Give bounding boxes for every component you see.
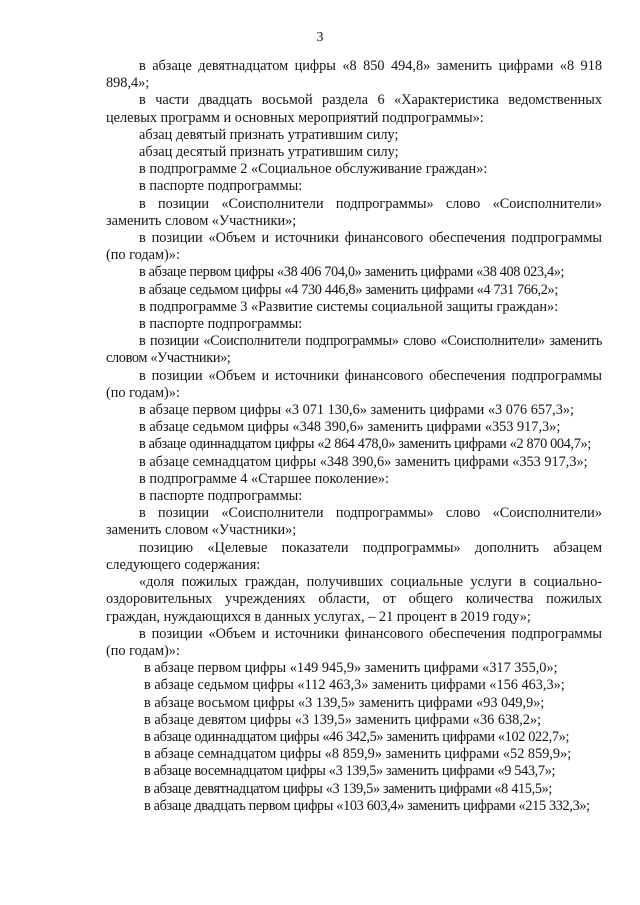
- paragraph: в абзаце девятнадцатом цифры «8 850 494,8» заменить цифрами «8 918 898,4»;: [106, 58, 602, 92]
- paragraph: в абзаце седьмом цифры «4 730 446,8» заменить цифрами «4 731 766,2»;: [139, 281, 558, 298]
- paragraph: в абзаце восемнадцатом цифры «3 139,5» заменить цифрами «9 543,7»;: [144, 763, 556, 780]
- page-number: 3: [316, 30, 324, 45]
- paragraph: позицию «Целевые показатели подпрограммы» дополнить абзацем следующего содержания:: [106, 539, 602, 573]
- paragraph: в паспорте подпрограммы:: [139, 178, 303, 195]
- paragraph: в части двадцать восьмой раздела 6 «Характеристика ведомственных целевых программ и основных мероприятий подпрограммы»:: [106, 92, 602, 126]
- paragraph: в абзаце седьмом цифры «112 463,3» заменить цифрами «156 463,3»;: [144, 677, 565, 694]
- document-body: [106, 58, 602, 815]
- paragraph: в позиции «Объем и источники финансового обеспечения подпрограммы (по годам)»:: [106, 367, 602, 401]
- paragraph: в абзаце первом цифры «149 945,9» заменить цифрами «317 355,0»;: [144, 660, 558, 677]
- paragraph: в абзаце девятнадцатом цифры «3 139,5» заменить цифрами «8 415,5»;: [144, 780, 553, 797]
- paragraph: в подпрограмме 2 «Социальное обслуживание граждан»:: [139, 161, 488, 178]
- paragraph: в абзаце одиннадцатом цифры «2 864 478,0» заменить цифрами «2 870 004,7»;: [139, 436, 591, 453]
- paragraph: в абзаце первом цифры «38 406 704,0» заменить цифрами «38 408 023,4»;: [139, 264, 565, 281]
- paragraph: в абзаце двадцать первом цифры «103 603,4» заменить цифрами «215 332,3»;: [144, 797, 590, 814]
- paragraph: в позиции «Объем и источники финансового обеспечения подпрограммы (по годам)»:: [106, 625, 602, 659]
- paragraph: в позиции «Соисполнители подпрограммы» слово «Соисполнители» заменить словом «Участники»;: [106, 333, 602, 367]
- paragraph: в позиции «Объем и источники финансового обеспечения подпрограммы (по годам)»:: [106, 230, 602, 264]
- paragraph: в позиции «Соисполнители подпрограммы» слово «Соисполнители» заменить словом «Участники»;: [106, 505, 602, 539]
- paragraph: в абзаце первом цифры «3 071 130,6» заменить цифрами «3 076 657,3»;: [139, 402, 575, 419]
- paragraph: в паспорте подпрограммы:: [139, 316, 303, 333]
- paragraph: в абзаце девятом цифры «3 139,5» заменить цифрами «36 638,2»;: [144, 711, 542, 728]
- paragraph: в позиции «Соисполнители подпрограммы» слово «Соисполнители» заменить словом «Участники»;: [106, 195, 602, 229]
- paragraph: в абзаце семнадцатом цифры «348 390,6» заменить цифрами «353 917,3»;: [139, 453, 588, 470]
- paragraph: в абзаце седьмом цифры «348 390,6» заменить цифрами «353 917,3»;: [139, 419, 561, 436]
- paragraph: абзац девятый признать утратившим силу;: [139, 126, 399, 143]
- paragraph: в подпрограмме 4 «Старшее поколение»:: [139, 470, 389, 487]
- paragraph: в абзаце семнадцатом цифры «8 859,9» заменить цифрами «52 859,9»;: [144, 746, 572, 763]
- quoted-paragraph: «доля пожилых граждан, получивших социальные услуги в социально-оздоровительных учреждениях области, от общего количества пожилых граждан, нуждающихся в данных услугах, – 21 процент в 2019 году»;: [106, 574, 602, 625]
- paragraph: в паспорте подпрограммы:: [139, 488, 303, 505]
- paragraph: в абзаце восьмом цифры «3 139,5» заменить цифрами «93 049,9»;: [144, 694, 545, 711]
- paragraph: в подпрограмме 3 «Развитие системы социальной защиты граждан»:: [139, 298, 559, 315]
- paragraph: абзац десятый признать утратившим силу;: [139, 144, 399, 161]
- paragraph: в абзаце одиннадцатом цифры «46 342,5» заменить цифрами «102 022,7»;: [144, 728, 570, 745]
